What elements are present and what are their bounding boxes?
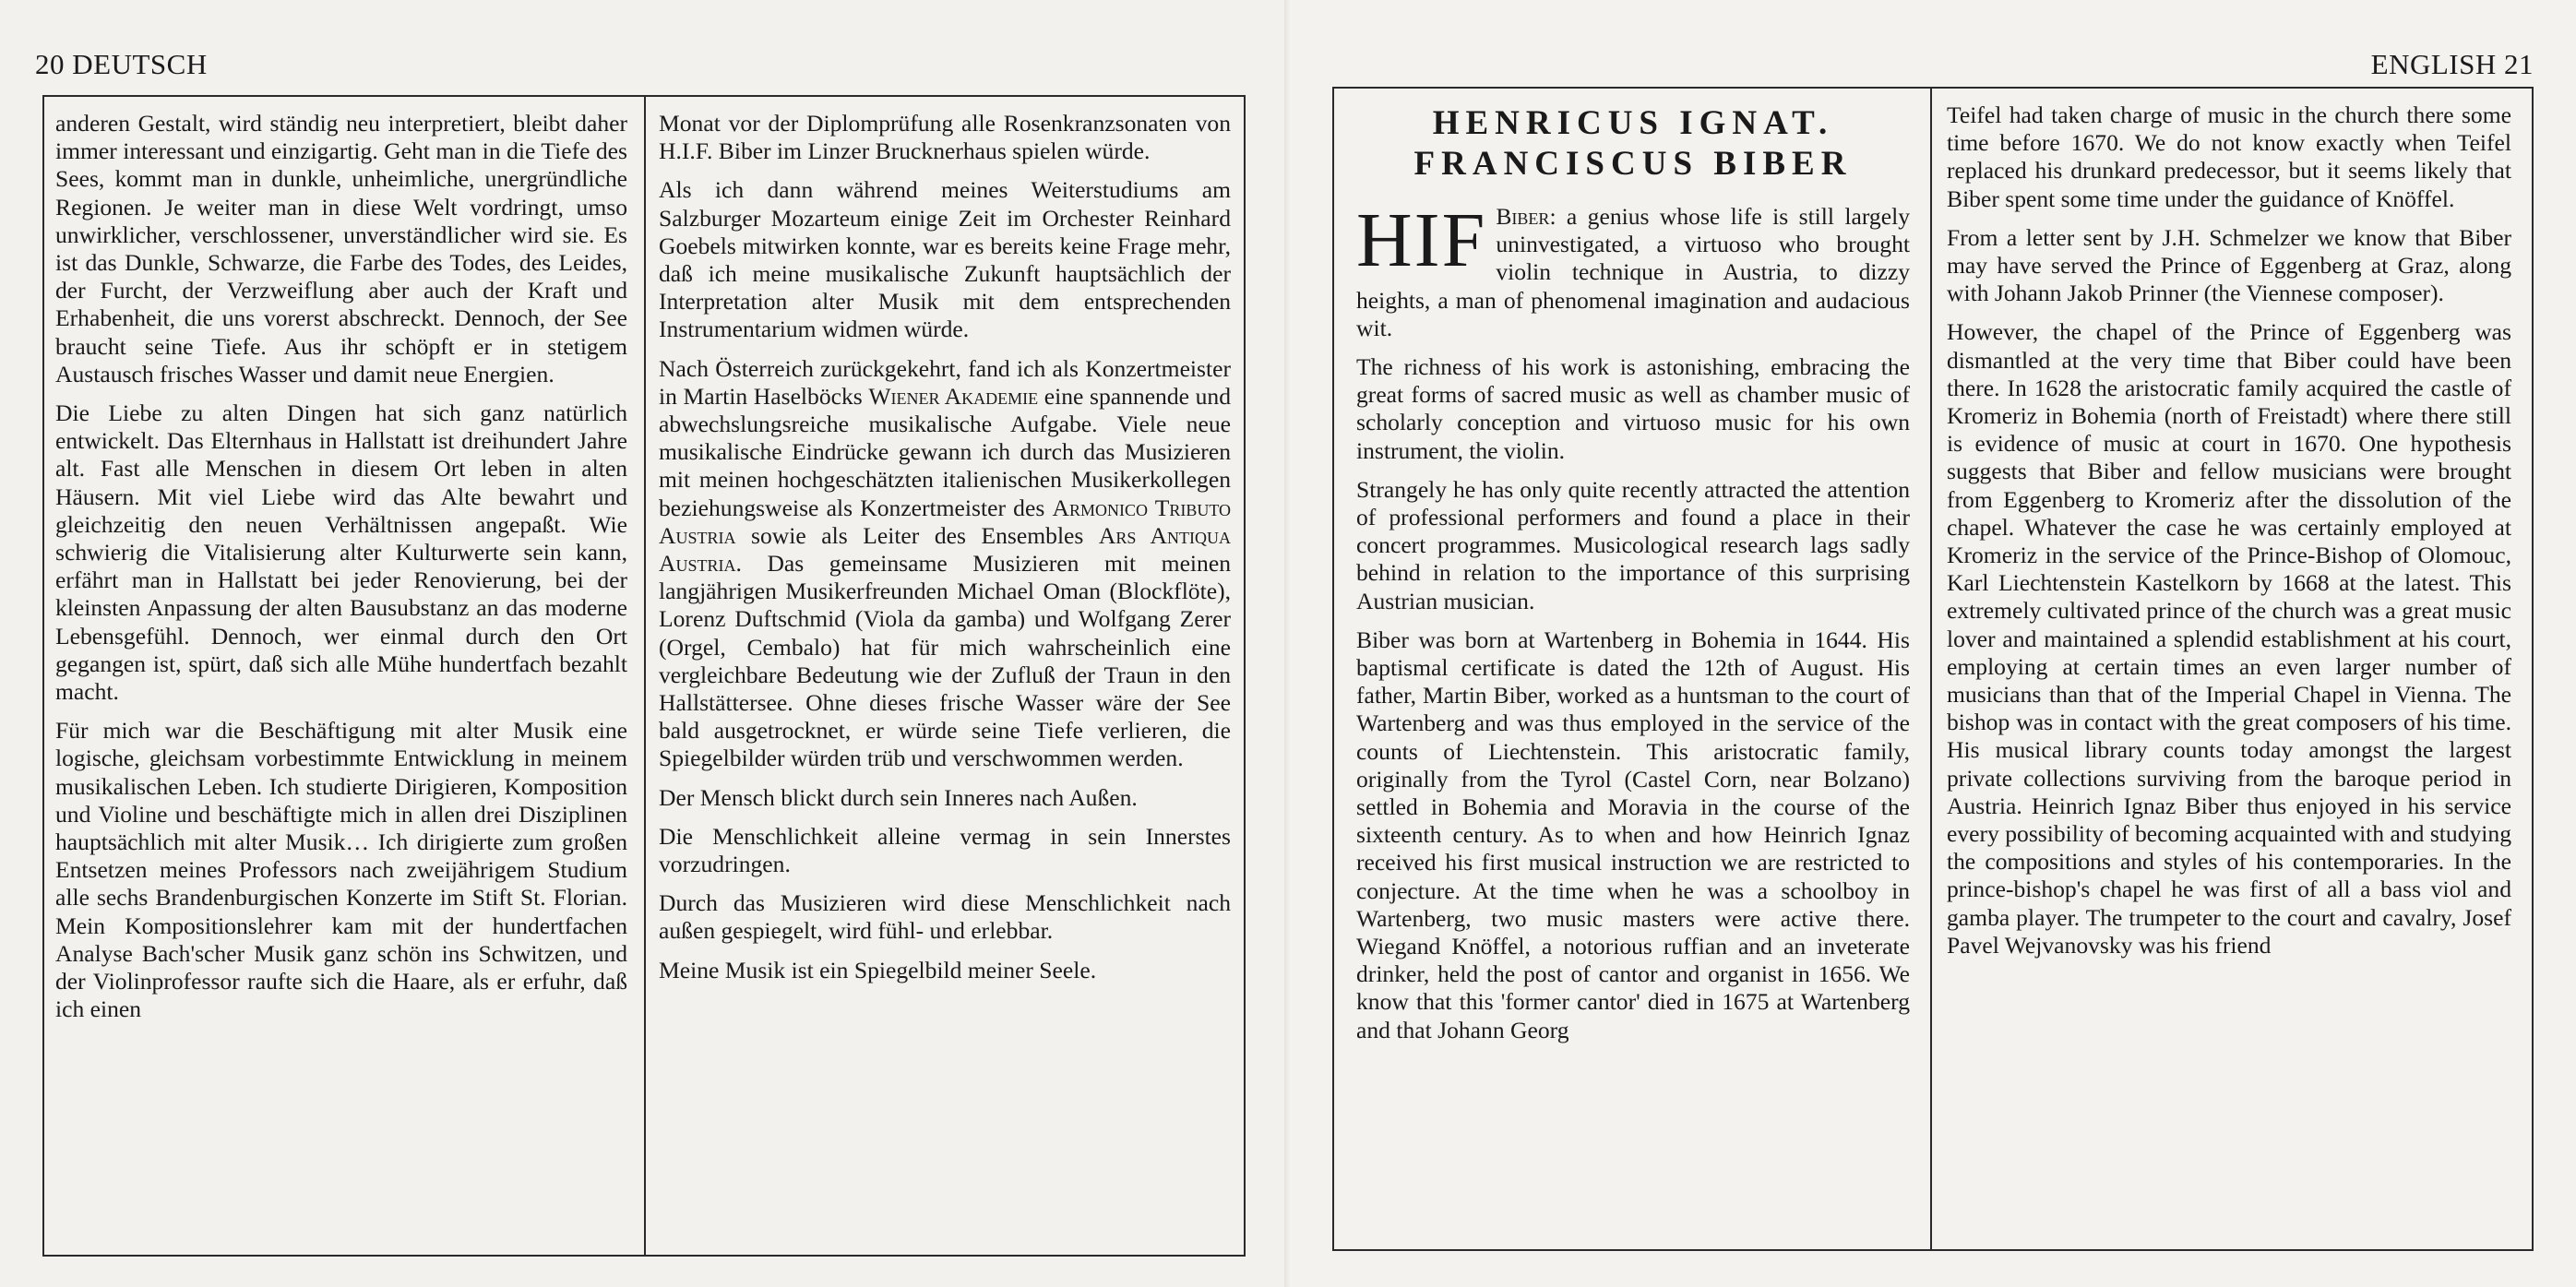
text-column-1 xyxy=(1356,96,1910,1055)
text-run: : a genius whose life is still largely uninvestigated, a virtuoso who brought violin technique in Austria, to dizzy heights, a man of phenomenal imagination and audacious wit. xyxy=(1356,203,1910,341)
column-divider xyxy=(644,97,646,1255)
text-column-1 xyxy=(55,110,627,1035)
paragraph: Strangely he has only quite recently attracted the attention of professional performers and found a place in their concert programmes. Musicological research lags sadly behind in relation to the importance of this surprising Austrian musician. xyxy=(1356,475,1910,614)
paragraph xyxy=(659,355,1231,773)
paragraph: However, the chapel of the Prince of Eggenberg was dismantled at the very time that Biber could have been there. In 1628 the aristocratic family acquired the castle of Kromeriz in Bohemia (north of Freistadt) where there still is evidence of music at court in 1670. One hypothesis suggests that Biber and fellow musicians were brought from Eggenberg to Kromeriz after the dissolution of the chapel. Whatever the case he was certainly employed at Kromeriz in the service of the Prince-Bishop of Olomouc, Karl Liechtenstein Kastelkorn by 1668 at the latest. This extremely cultivated prince of the church was a great music lover and maintained a splendid establishment at his court, employing at certain times an even larger number of musicians than that of the Imperial Chapel in Vienna. The bishop was in contact with the great composers of his time. His musical library counts today amongst the largest private collections surviving from the baroque period in Austria. Heinrich Ignaz Biber thus enjoyed in his service every possibility of becoming acquainted with and studying the compositions and styles of his contemporaries. In the prince-bishop's chapel he was first of all a bass viol and gamba player. The trumpeter to the court and cavalry, Josef Pavel Wejvanovsky was his friend xyxy=(1947,318,2512,959)
text-run: Nach Österreich zurückgekehrt, fand ich als Konzertmeister in Martin Haselböcks xyxy=(659,354,1231,410)
paragraph: Durch das Musizieren wird diese Menschlichkeit nach außen gespiegelt, wird fühl- und erlebbar. xyxy=(659,889,1231,945)
page-header-right: ENGLISH 21 xyxy=(2370,48,2534,80)
article-title xyxy=(1356,103,1910,185)
paragraph: Teifel had taken charge of music in the church there some time before 1670. We do not know exactly when Teifel replaced his drunkard predecessor, but it seems likely that Biber spent some time under the guidance of Knöffel. xyxy=(1947,101,2511,212)
right-page xyxy=(1292,0,2576,1287)
column-divider xyxy=(1930,89,1932,1249)
paragraph: From a letter sent by J.H. Schmelzer we know that Biber may have served the Prince of Eggenberg at Graz, along with Johann Jakob Prinner (the Viennese composer). xyxy=(1947,223,2511,307)
paragraph: Als ich dann während meines Weiterstudiums am Salzburger Mozarteum einige Zeit im Orchester Reinhard Goebels mitwirken konnte, war es bereits keine Frage mehr, daß ich meine musikalische Zukunft hauptsächlich der Interpretation alter Musik mit dem entsprechenden Instrumentarium widmen würde. xyxy=(659,176,1231,343)
paragraph: Biber was born at Wartenberg in Bohemia in 1644. His baptismal certificate is dated the 12th of August. His father, Martin Biber, worked as a huntsman to the court of Wartenberg and was thus employed in the service of the counts of Liechtenstein. This aristocratic family, originally from the Tyrol (Castel Corn, near Bolzano) settled in Bohemia and Moravia in the course of the sixteenth century. As to when and how Heinrich Ignaz received his first musical instruction we are restricted to conjecture. At the time when he was a schoolboy in Wartenberg, two music masters were active there. Wiegand Knöffel, a notorious ruffian and an inveterate drinker, held the post of cantor and organist in 1656. We know that this 'former cantor' died in 1675 at Wartenberg and that Johann Georg xyxy=(1356,626,1910,1043)
paragraph: Der Mensch blickt durch sein Inneres nach Außen. xyxy=(659,783,1138,811)
paragraph: The richness of his work is astonishing, embracing the great forms of sacred music as well as chamber music of scholarly conception and virtuoso music for his own instrument, the violin. xyxy=(1356,353,1910,464)
text-frame-right xyxy=(1332,87,2534,1251)
text-run: . Das gemeinsame Musizieren mit meinen langjährigen Musikerfreunden Michael Oman (Blockflöte), Lorenz Duftschmid (Viola da gamba) und Wolfgang Zerer (Orgel, Cembalo) hat für mich wahrscheinlich eine vergleichbare Bedeutung wie der Zufluß der Traun in den Hallstättersee. Ohne dieses frische Wasser wäre der See bald ausgetrocknet, er würde seine Tiefe verlieren, die Spiegelbilder würden trüb und verschwommen werden. xyxy=(659,550,1231,772)
drop-cap: HIF xyxy=(1356,203,1487,283)
page-header-left: 20 DEUTSCH xyxy=(35,48,208,80)
text-run: sowie als Leiter des Ensembles xyxy=(735,521,1099,549)
paragraph: Meine Musik ist ein Spiegelbild meiner Seele. xyxy=(659,956,1097,983)
paragraph: Monat vor der Diplomprüfung alle Rosenkranzsonaten von H.I.F. Biber im Linzer Brucknerhaus spielen würde. xyxy=(659,110,1231,165)
paragraph: anderen Gestalt, wird ständig neu interpretiert, bleibt daher immer interessant und einzigartig. Geht man in die Tiefe des Sees, kommt man in dunkle, unheimliche, unergründliche Regionen. Je weiter man in diese Welt vordringt, umso unwirklicher, verschlossener, unverständlicher wird sie. Es ist das Dunkle, Schwarze, die Farbe des Todes, des Leides, der Furcht, der Verzweiflung aber auch der Kraft und Erhabenheit, die uns vorerst abschreckt. Dennoch, der See braucht seine Tiefe. Aus ihr schöpft er in stetigem Austausch frisches Wasser und damit neue Energien. xyxy=(55,110,627,387)
intro-name: Biber xyxy=(1496,203,1550,230)
title-line: FRANCISCUS BIBER xyxy=(1413,145,1853,183)
ensemble-name: Ars Antiqua Austria xyxy=(659,521,1231,578)
paragraph: Die Liebe zu alten Dingen hat sich ganz natürlich entwickelt. Das Elternhaus in Hallstatt ist dreihundert Jahre alt. Fast alle Menschen in diesem Ort leben in alten Häusern. Mit viel Liebe wird das Alte bewahrt und gleichzeitig den neuen Verhältnissen angepaßt. Wie schwierig die Vitalisierung alter Kulturwerte sein kann, erfährt man in Hallstatt bei jeder Renovierung, bei der kleinsten Anpassung der alten Bausubstanz an das moderne Lebensgefühl. Dennoch, wer einmal durch den Ort gegangen ist, spürt, daß sich alle Mühe hundertfach bezahlt macht. xyxy=(55,399,627,706)
ensemble-name: Armonico Tributo Austria xyxy=(659,494,1232,549)
text-frame-left xyxy=(42,95,1246,1257)
ensemble-name: Wiener Akademie xyxy=(868,382,1039,410)
text-column-2 xyxy=(1947,101,2511,971)
text-run: eine spannende und abwechslungsreiche musikalische Aufgabe. Viele neue musikalische Eindrücke gewann ich durch das Musizieren mit meinen hochgeschätzten italienischen Musikerkollegen beziehungsweise als Konzertmeister des xyxy=(659,382,1231,521)
text-column-2 xyxy=(659,110,1231,995)
title-line: HENRICUS IGNAT. xyxy=(1432,104,1834,142)
paragraph: Für mich war die Beschäftigung mit alter Musik eine logische, gleichsam vorbestimmte Entwicklung in meinem musikalischen Leben. Ich studierte Dirigieren, Komposition und Violine und beschäftigte mich in allen drei Disziplinen hauptsächlich mit alter Musik… Ich dirigierte zum großen Entsetzen meines Professors nach zweijährigem Studium alle sechs Brandenburgischen Konzerte im Stift St. Florian. Mein Kompositionslehrer kam mit der hundertfachen Analyse Bach'scher Musik ganz schön ins Schwitzen, und der Violinprofessor raufte sich die Haare, als er erfuhr, daß ich einen xyxy=(55,717,627,1023)
intro-paragraph xyxy=(1356,203,1910,342)
paragraph: Die Menschlichkeit alleine vermag in sein Innerstes vorzudringen. xyxy=(659,822,1231,878)
